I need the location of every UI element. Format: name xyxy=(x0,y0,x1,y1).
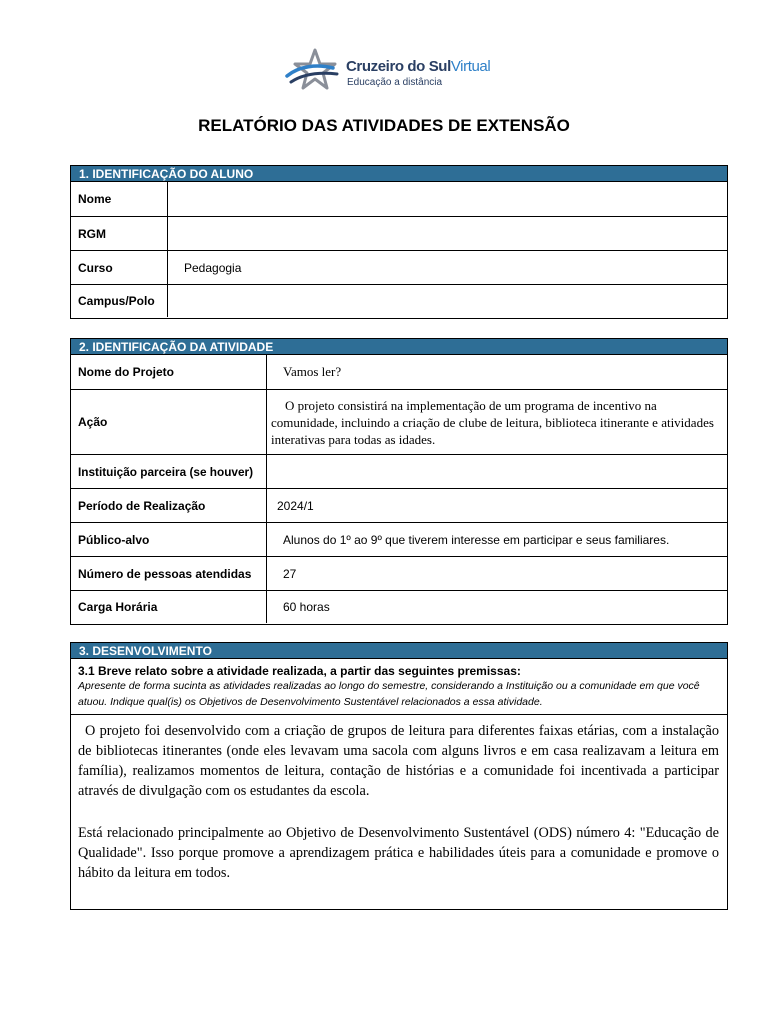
table-row xyxy=(71,389,727,454)
section-1-heading: 1. IDENTIFICAÇÃO DO ALUNO xyxy=(71,166,727,182)
row-label: Nome xyxy=(71,182,168,216)
student-identification-section xyxy=(70,165,728,319)
premise-block xyxy=(71,659,727,715)
row-label: Carga Horária xyxy=(71,591,267,623)
premise-instructions: Apresente de forma sucinta as atividades realizadas ao longo do semestre, considerando a Instituição ou a comunidade em que você atuou. Indique qual(is) os Objetivos de Desenvolvimento Sustentável relacionados a essa atividade. xyxy=(78,680,700,708)
row-label: Campus/Polo xyxy=(71,285,168,317)
report-text-area[interactable] xyxy=(71,715,727,887)
project-name-field[interactable]: Vamos ler? xyxy=(283,364,342,379)
table-row xyxy=(71,182,727,216)
table-row xyxy=(71,216,727,250)
row-label: Curso xyxy=(71,251,168,284)
logo xyxy=(285,44,491,96)
people-served-field[interactable]: 27 xyxy=(283,566,297,581)
table-row xyxy=(71,250,727,284)
development-section xyxy=(70,642,728,910)
rgm-field[interactable] xyxy=(168,217,727,250)
row-label: RGM xyxy=(71,217,168,250)
section-2-heading: 2. IDENTIFICAÇÃO DA ATIVIDADE xyxy=(71,339,727,355)
action-field[interactable]: O projeto consistirá na implementação de um programa de incentivo na comunidade, incluindo a criação de clube de leitura, biblioteca itinerante e atividades interativas para todas as idades. xyxy=(271,398,714,447)
campus-field[interactable] xyxy=(168,285,727,317)
row-label: Ação xyxy=(71,390,267,454)
activity-identification-section xyxy=(70,338,728,625)
table-row xyxy=(71,522,727,556)
document-title: RELATÓRIO DAS ATIVIDADES DE EXTENSÃO xyxy=(198,116,570,135)
course-field[interactable]: Pedagogia xyxy=(184,260,242,275)
period-field[interactable]: 2024/1 xyxy=(277,498,314,513)
premise-title: 3.1 Breve relato sobre a atividade realizada, a partir das seguintes premissas: xyxy=(78,664,521,678)
star-logo-icon xyxy=(285,44,345,96)
row-label: Instituição parceira (se houver) xyxy=(71,455,267,488)
logo-tagline: Educação a distância xyxy=(347,77,443,88)
name-field[interactable] xyxy=(168,182,727,216)
section-3-heading: 3. DESENVOLVIMENTO xyxy=(71,643,727,659)
table-row xyxy=(71,556,727,590)
target-audience-field[interactable]: Alunos do 1º ao 9º que tiverem interesse em participar e seus familiares. xyxy=(283,532,670,547)
table-row xyxy=(71,488,727,522)
row-label: Público-alvo xyxy=(71,523,267,556)
table-row xyxy=(71,355,727,389)
workload-field[interactable]: 60 horas xyxy=(283,600,330,614)
table-row xyxy=(71,590,727,623)
row-label: Número de pessoas atendidas xyxy=(71,557,267,590)
partner-institution-field[interactable] xyxy=(267,455,727,488)
row-label: Período de Realização xyxy=(71,489,267,522)
row-label: Nome do Projeto xyxy=(71,355,267,389)
table-row xyxy=(71,284,727,317)
report-paragraph-1: O projeto foi desenvolvido com a criação de grupos de leitura para diferentes faixas etárias, com a instalação de bibliotecas itinerantes (onde eles levavam uma sacola com alguns livros e em casa realizavam a leitura em família), realizamos momentos de leitura, contação de histórias e a comunidade foi incentivada a participar através de divulgação com os estudantes da escola. xyxy=(78,723,719,799)
report-paragraph-2: Está relacionado principalmente ao Objetivo de Desenvolvimento Sustentável (ODS) número 4: "Educação de Qualidade". Isso porque promove a aprendizagem prática e habilidades úteis para a comunidade e promove o hábito da leitura em todos. xyxy=(78,825,719,881)
logo-brand: Cruzeiro do SulVirtual xyxy=(346,58,491,75)
table-row xyxy=(71,454,727,488)
